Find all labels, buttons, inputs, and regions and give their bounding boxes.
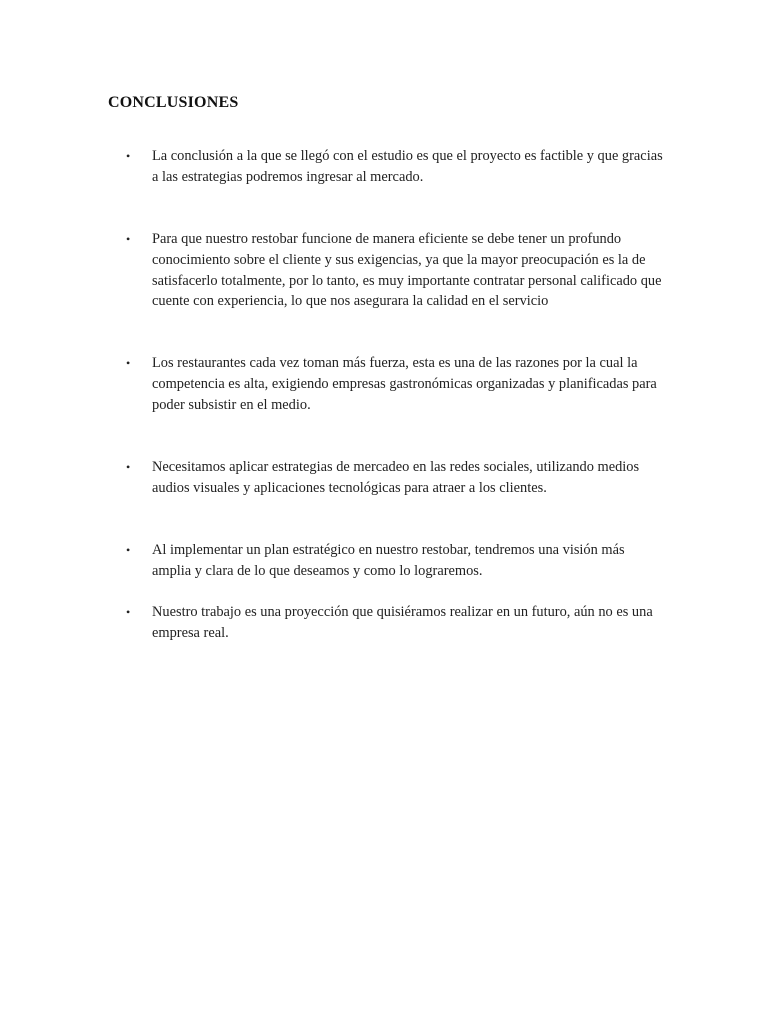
page-title: CONCLUSIONES — [108, 94, 239, 111]
bullet-icon: • — [126, 232, 131, 246]
list-item-text: La conclusión a la que se llegó con el estudio es que el proyecto es factible y que gracias a las estrategias podremos ingresar al mercado. — [152, 148, 663, 185]
list-item-text: Necesitamos aplicar estrategias de mercadeo en las redes sociales, utilizando medios audios visuales y aplicaciones tecnológicas para atraer a los clientes. — [152, 459, 640, 496]
list-item-text: Nuestro trabajo es una proyección que quisiéramos realizar en un futuro, aún no es una empresa real. — [152, 604, 653, 641]
bullet-icon: • — [126, 149, 131, 163]
bullet-icon: • — [126, 356, 131, 370]
bullet-icon: • — [126, 605, 131, 619]
list-item-text: Para que nuestro restobar funcione de manera eficiente se debe tener un profundo conocimiento sobre el cliente y sus exigencias, ya que la mayor preocupación es la de satisfacerlo totalmente, por lo tanto, es muy importante contratar personal calificado que cuente con experiencia, lo que nos asegurara la calidad en el servicio — [152, 231, 662, 310]
bullet-icon: • — [126, 543, 131, 557]
bullet-icon: • — [126, 460, 131, 474]
list-item-text: Al implementar un plan estratégico en nuestro restobar, tendremos una visión más amplia y clara de lo que deseamos y como lo lograremos. — [152, 542, 625, 579]
list-item-text: Los restaurantes cada vez toman más fuerza, esta es una de las razones por la cual la competencia es alta, exigiendo empresas gastronómicas organizadas y planificadas para poder subsistir en el medio. — [152, 355, 657, 413]
